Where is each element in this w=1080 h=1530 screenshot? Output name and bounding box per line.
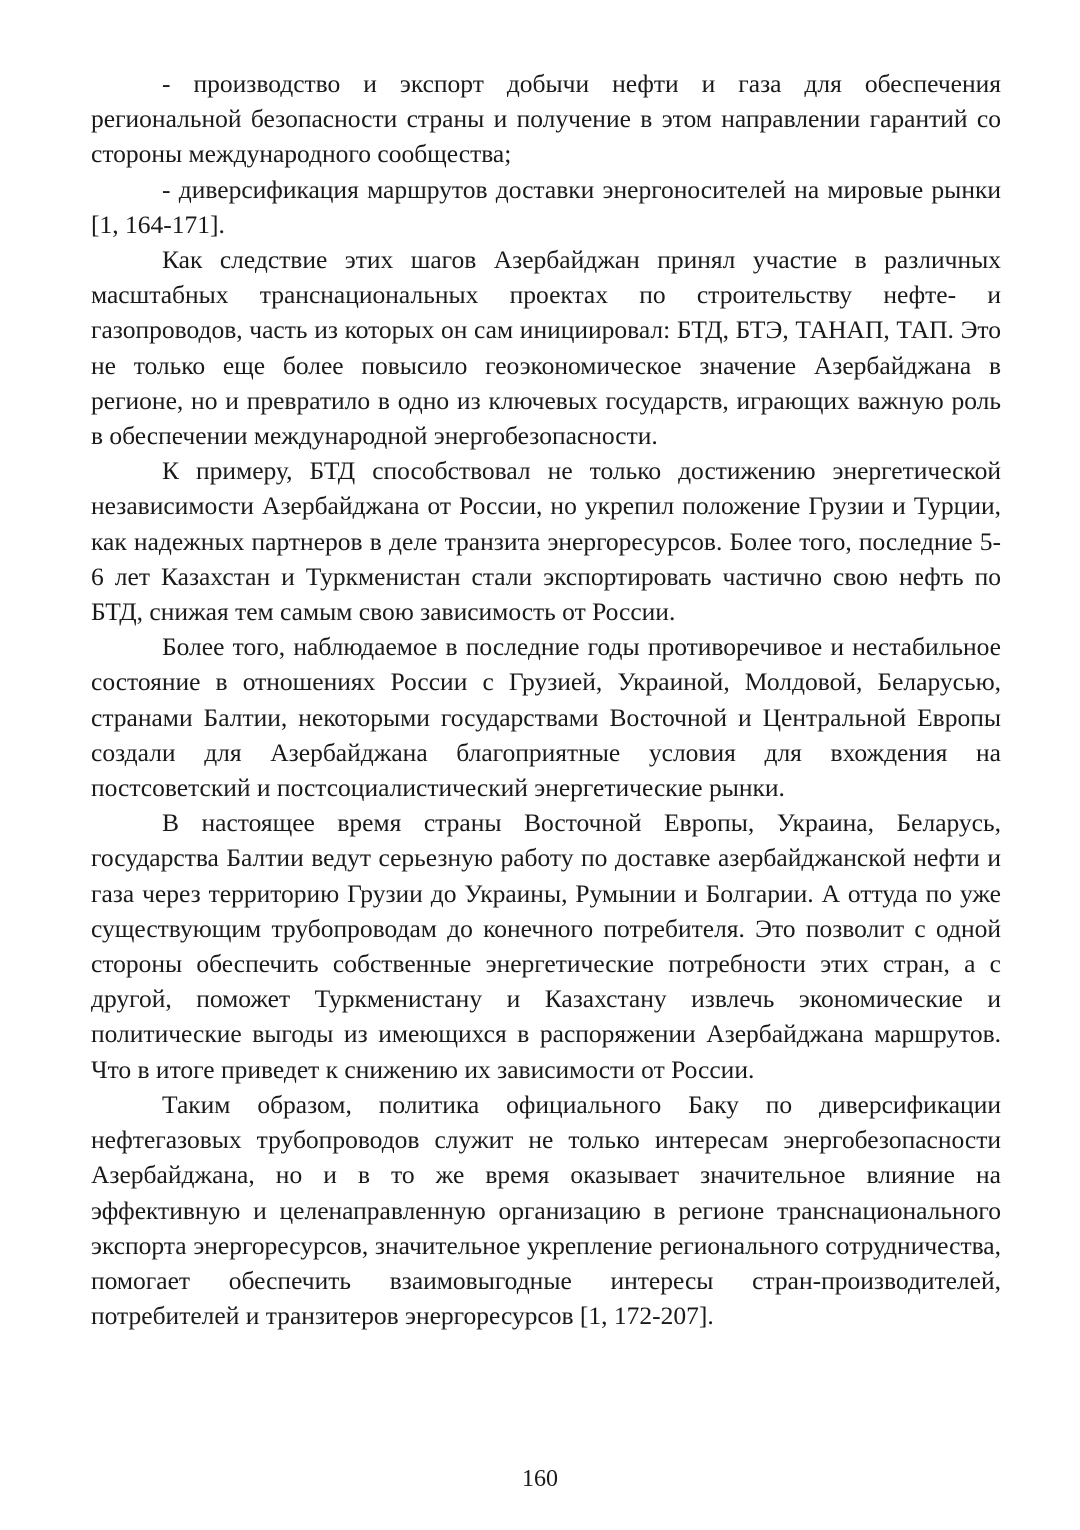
page-number: 160: [522, 1466, 558, 1492]
page-body: [91, 66, 1001, 1333]
paragraph: К примеру, БТД способствовал не только достижению энергетической независимости Азербайджана от России, но укрепил положение Грузии и Турции, как надежных партнеров в деле транзита энергоресурсов. Более того, последние 5-6 лет Казахстан и Туркменистан стали экспортировать частично свою нефть по БТД, снижая тем самым свою зависимость от России.: [91, 456, 1001, 627]
paragraph: Таким образом, политика официального Баку по диверсификации нефтегазовых трубопроводов служит не только интересам энергобезопасности Азербайджана, но и в то же время оказывает значительное влияние на эффективную и целенаправленную организацию в регионе транснационального экспорта энергоресурсов, значительное укрепление регионального сотрудничества, помогает обеспечить взаимовыгодные интересы стран-производителей, потребителей и транзитеров энергоресурсов [1, 172-207].: [91, 1089, 1001, 1331]
paragraph: Как следствие этих шагов Азербайджан принял участие в различных масштабных транснациональных проектах по строительству нефте- и газопроводов, часть из которых он сам инициировал: БТД, БТЭ, ТАНАП, ТАП. Это не только еще более повысило геоэкономическое значение Азербайджана в регионе, но и превратило в одно из ключевых государств, играющих важную роль в обеспечении международной энергобезопасности.: [91, 245, 1001, 451]
paragraph: В настоящее время страны Восточной Европы, Украина, Беларусь, государства Балтии ведут серьезную работу по доставке азербайджанской нефти и газа через территорию Грузии до Украины, Румынии и Болгарии. А оттуда по уже существующим трубопроводам до конечного потребителя. Это позволит с одной стороны обеспечить собственные энергетические потребности этих стран, а с другой, поможет Туркменистану и Казахстану извлечь экономические и политические выгоды из имеющихся в распоряжении Азербайджана маршрутов. Что в итоге приведет к снижению их зависимости от России.: [91, 808, 1001, 1084]
paragraph: Более того, наблюдаемое в последние годы противоречивое и нестабильное состояние в отношениях России с Грузией, Украиной, Молдовой, Беларусью, странами Балтии, некоторыми государствами Восточной и Центральной Европы создали для Азербайджана благоприятные условия для вхождения на постсоветский и постсоциалистический энергетические рынки.: [91, 632, 1001, 803]
paragraph: - производство и экспорт добычи нефти и газа для обеспечения региональной безопасности страны и получение в этом направлении гарантий со стороны международного сообщества;: [91, 69, 1001, 169]
paragraph: - диверсификация маршрутов доставки энергоносителей на мировые рынки [1, 164-171].: [91, 174, 1001, 239]
